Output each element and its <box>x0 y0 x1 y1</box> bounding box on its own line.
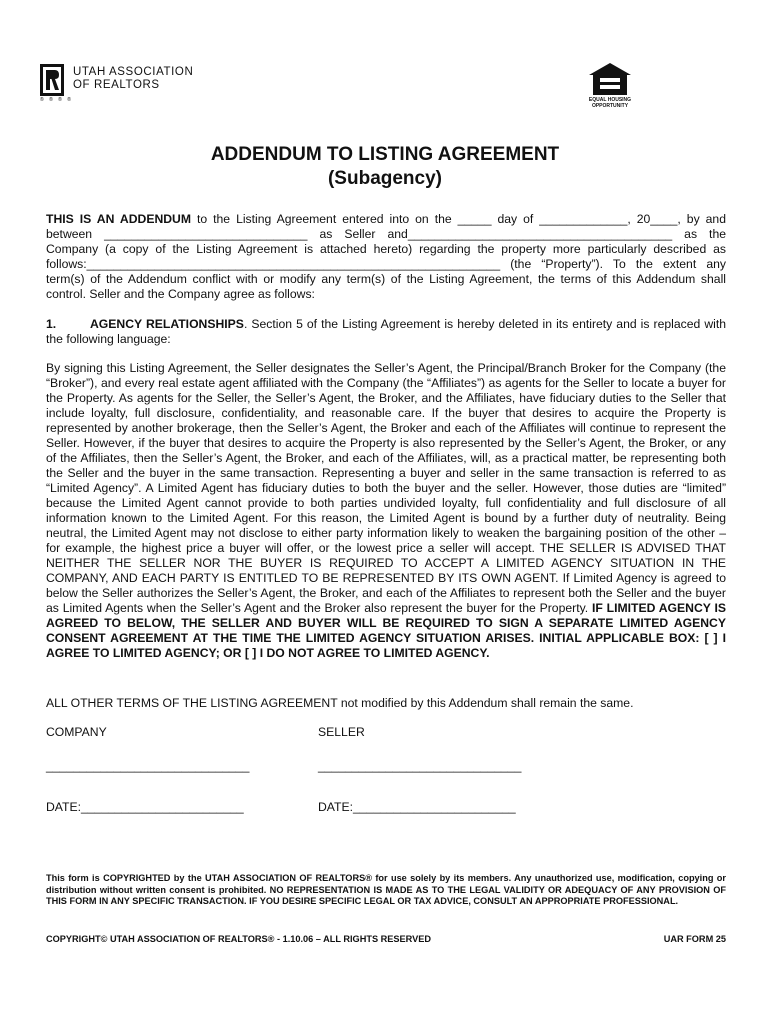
copyright-notice: This form is COPYRIGHTED by the UTAH ASSOCIATION OF REALTORS® for use solely by its members. Any unauthorized use, modification, copying or distribution without written consent is prohibited. NO REPRESENTATION IS MADE AS TO THE LEGAL VALIDITY OR ADEQUACY OF ANY PROVISION OF THIS FORM IN ANY SPECIFIC TRANSACTION. IF YOU DESIRE SPECIFIC LEGAL OR TAX ADVICE, CONSULT AN APPROPRIATE PROFESSIONAL. <box>46 873 726 906</box>
document-title: ADDENDUM TO LISTING AGREEMENT <box>210 144 560 165</box>
copyright-line: COPYRIGHT© UTAH ASSOCIATION OF REALTORS® - 1.10.06 – ALL RIGHTS RESERVED <box>46 934 432 944</box>
seller-date-field[interactable]: DATE:________________________ <box>318 800 516 814</box>
company-date-field[interactable]: DATE:________________________ <box>46 800 244 814</box>
document-subtitle: (Subagency) <box>327 168 443 189</box>
section-heading: AGENCY RELATIONSHIPS <box>90 317 244 331</box>
seller-label: SELLER <box>318 725 365 739</box>
section-agency-relationships <box>46 317 726 347</box>
section-number: 1. <box>46 317 57 331</box>
section-text: . Section 5 of the Listing Agreement is hereby deleted in its entirety and is replaced with the following language: <box>46 317 727 346</box>
eho-text-line2: OPPORTUNITY <box>591 103 629 109</box>
eho-text-line1: EQUAL HOUSING <box>588 97 632 103</box>
limited-agency-text: By signing this Listing Agreement, the Seller designates the Seller’s Agent, the Principal/Branch Broker for the Company (the “Broker”), and every real estate agent affiliated with the Company (the “Affiliates”) as agents for the Seller to locate a buyer for the Property. As agents for the Seller, the Seller’s Agent, the Broker, and the Affiliates, have fiduciary duties to the Seller that include loyalty, full disclosure, confidentiality, and reasonable care. If the buyer that desires to acquire the Property is represented by another brokerage, then the Seller’s Agent, the Broker and each of the Affiliates will continue to represent the Seller. However, if the buyer that desires to acquire the Property is also represented by the Seller’s Agent, the Broker, or any of the Affiliates, then the Seller’s Agent, the Broker, and each of the Affiliates, will, as a practical matter, be representing both the Seller and the buyer in the same transaction. Representing a buyer and seller in the same transaction is referred to as “Limited Agency”. A Limited Agent has fiduciary duties to both the buyer and the seller. However, those duties are “limited” because the Limited Agent cannot provide to both parties undivided loyalty, full confidentiality and full disclosure of all information known to the Limited Agent. For this reason, the Limited Agent is bound by a further duty of neutrality. Being neutral, the Limited Agent may not disclose to either party information likely to weaken the bargaining position of the other – for example, the highest price a buyer will offer, or the lowest price a seller will accept. THE SELLER IS ADVISED THAT NEITHER THE SELLER NOR THE BUYER IS REQUIRED TO ACCEPT A LIMITED AGENCY SITUATION IN THE COMPANY, AND EACH PARTY IS ENTITLED TO BE REPRESENTED BY ITS OWN AGENT. If Limited Agency is agreed to below the Seller authorizes the Seller’s Agent, the Broker, and each of the Affiliates to represent both the Seller and the buyer as Limited Agents when the Seller’s Agent and the Broker also represent the buyer for the Property. <box>46 361 726 615</box>
form-id: UAR FORM 25 <box>663 934 726 944</box>
seller-signature-line[interactable]: ______________________________ <box>318 759 522 773</box>
intro-text: to the Listing Agreement entered into on the _____ day of _____________, 20____, by and between ______________________________ as Seller and_______________________________________ as the Company (a copy of the Listing Agreement is attached hereto) regarding the property more particularly described as follows:_____________________________________________________________ (the “Property”). To the extent any term(s) of the Addendum conflict with or modify any term(s) of the Listing Agreement, the terms of this Addendum shall control. Seller and the Company agree as follows: <box>46 212 726 301</box>
intro-paragraph <box>46 212 726 302</box>
limited-agency-paragraph <box>46 361 726 661</box>
company-signature-line[interactable]: ______________________________ <box>46 759 250 773</box>
equal-housing-logo <box>583 61 637 109</box>
association-logo-text: UTAH ASSOCIATION OF REALTORS <box>73 66 194 91</box>
logo-trademarks: ® ® ® ® <box>40 97 73 103</box>
other-terms-paragraph: ALL OTHER TERMS OF THE LISTING AGREEMENT not modified by this Addendum shall remain the same. <box>46 696 634 710</box>
realtor-logo-icon <box>40 64 64 96</box>
footer-line <box>46 934 726 946</box>
limited-agency-bold-text: IF LIMITED AGENCY IS AGREED TO BELOW, THE SELLER AND BUYER WILL BE REQUIRED TO SIGN A SEPARATE LIMITED AGENCY CONSENT AGREEMENT AT THE TIME THE LIMITED AGENCY SITUATION ARISES. INITIAL APPLICABLE BOX: [ ] I AGREE TO LIMITED AGENCY; OR [ ] I DO NOT AGREE TO LIMITED AGENCY. <box>46 601 727 660</box>
intro-lead: THIS IS AN ADDENDUM <box>46 212 192 226</box>
house-icon <box>587 61 633 97</box>
company-label: COMPANY <box>46 725 107 739</box>
